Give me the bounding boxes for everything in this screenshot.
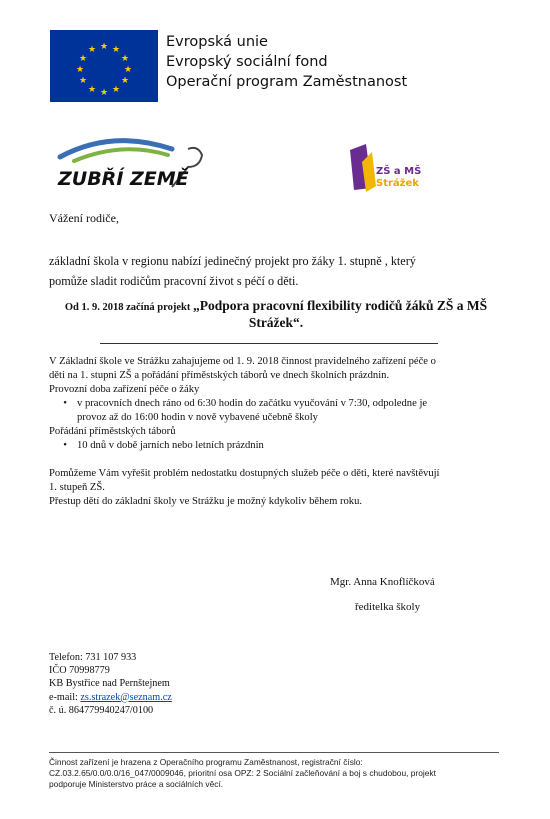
intro-line-1: základní škola v regionu nabízí jedinečný projekt pro žáky 1. stupně , který bbox=[49, 254, 416, 268]
svg-text:★: ★ bbox=[99, 42, 109, 52]
contact-ico: IČO 70998779 bbox=[49, 665, 110, 677]
footer-line-2: CZ.03.2.65/0.0/0.0/16_047/0009046, prioritní osa OPZ: 2 Sociální začleňování a boj s chudobou, projekt bbox=[49, 768, 436, 778]
body-p2-line-2: 1. stupeň ZŠ. bbox=[49, 482, 105, 493]
footer-line-1: Činnost zařízení je hrazena z Operačního programu Zaměstnanost, registrační číslo: bbox=[49, 757, 363, 767]
svg-text:★: ★ bbox=[120, 54, 130, 64]
svg-text:★: ★ bbox=[78, 76, 88, 86]
camp-bullet bbox=[49, 439, 499, 453]
contact-phone: Telefon: 731 107 933 bbox=[49, 652, 137, 663]
care-bullet-line-2: provoz až do 16:00 hodin v nově vybavené učebně školy bbox=[77, 412, 318, 423]
body-p2-line-1: Pomůžeme Vám vyřešit problém nedostatku dostupných služeb péče o děti, které navštěvují bbox=[49, 468, 440, 479]
body-p3: Přestup dětí do základní školy ve Strážku je možný kdykoliv během roku. bbox=[49, 496, 363, 507]
bullet-icon: • bbox=[63, 398, 67, 409]
body-text bbox=[49, 355, 499, 509]
svg-text:★: ★ bbox=[120, 76, 130, 86]
body-p1-line-1: V Základní škole ve Strážku zahajujeme od 1. 9. 2018 činnost pravidelného zařízení péče o bbox=[49, 356, 436, 367]
svg-text:★: ★ bbox=[87, 85, 97, 95]
eu-line-2: Evropský sociální fond bbox=[166, 54, 328, 70]
svg-text:★: ★ bbox=[78, 54, 88, 64]
contact-account: č. ú. 864779940247/0100 bbox=[49, 704, 154, 716]
intro-paragraph bbox=[49, 251, 489, 291]
contact-email-link[interactable]: zs.strazek@seznam.cz bbox=[80, 691, 172, 703]
eu-logo-text bbox=[166, 32, 407, 92]
camp-heading: Pořádání příměstských táborů bbox=[49, 426, 176, 437]
care-heading: Provozní doba zařízení péče o žáky bbox=[49, 384, 200, 395]
signature-role: ředitelka školy bbox=[355, 601, 421, 613]
greeting: Vážení rodiče, bbox=[49, 211, 119, 225]
headline-divider bbox=[100, 343, 438, 344]
footer-note bbox=[49, 757, 499, 790]
headline-lead: Od 1. 9. 2018 začíná projekt bbox=[64, 302, 193, 313]
contact-bank: KB Bystřice nad Pernštejnem bbox=[49, 678, 170, 690]
body-p1-line-2: děti na 1. stupni ZŠ a pořádání příměstských táborů ve dnech školních prázdnin. bbox=[49, 370, 390, 381]
signature-name: Mgr. Anna Knoflíčková bbox=[330, 576, 435, 588]
svg-text:★: ★ bbox=[87, 45, 97, 55]
contact-block bbox=[49, 651, 172, 717]
contact-email-label: e-mail: bbox=[49, 691, 81, 703]
eu-line-3: Operační program Zaměstnanost bbox=[166, 74, 408, 90]
footer-divider bbox=[49, 752, 499, 753]
svg-text:★: ★ bbox=[75, 65, 85, 75]
svg-text:★: ★ bbox=[99, 88, 109, 98]
care-bullet bbox=[49, 397, 499, 425]
school-logo-line-2: Strážek bbox=[376, 178, 419, 189]
contact-email-row bbox=[49, 691, 172, 704]
svg-text:★: ★ bbox=[111, 85, 121, 95]
eu-line-1: Evropská unie bbox=[166, 34, 268, 50]
eu-stars-icon bbox=[50, 30, 158, 102]
school-logo-line-1: ZŠ a MŠ bbox=[376, 166, 422, 177]
headline-title-2: Strážek“. bbox=[248, 315, 304, 330]
footer-line-3: podporuje Ministerstvo práce a sociálních věcí. bbox=[49, 779, 224, 789]
eu-flag-icon bbox=[50, 30, 158, 102]
svg-text:★: ★ bbox=[111, 45, 121, 55]
svg-text:★: ★ bbox=[123, 65, 133, 75]
bullet-icon: • bbox=[63, 440, 67, 451]
camp-bullet-text: 10 dnů v době jarních nebo letních prázdnin bbox=[77, 440, 264, 451]
intro-line-2: pomůže sladit rodičům pracovní život s péčí o děti. bbox=[49, 274, 299, 288]
headline-title-1: „Podpora pracovní flexibility rodičů žáků ZŠ a MŠ bbox=[192, 298, 488, 313]
care-bullet-line-1: v pracovních dnech ráno od 6:30 hodin do začátku vyučování v 7:30, odpoledne je bbox=[77, 398, 428, 409]
zubri-zeme-logo bbox=[52, 135, 222, 193]
zubri-zeme-text: ZUBŘÍ ZEMĚ bbox=[58, 168, 189, 190]
project-headline bbox=[49, 297, 503, 331]
school-logo bbox=[332, 140, 442, 196]
